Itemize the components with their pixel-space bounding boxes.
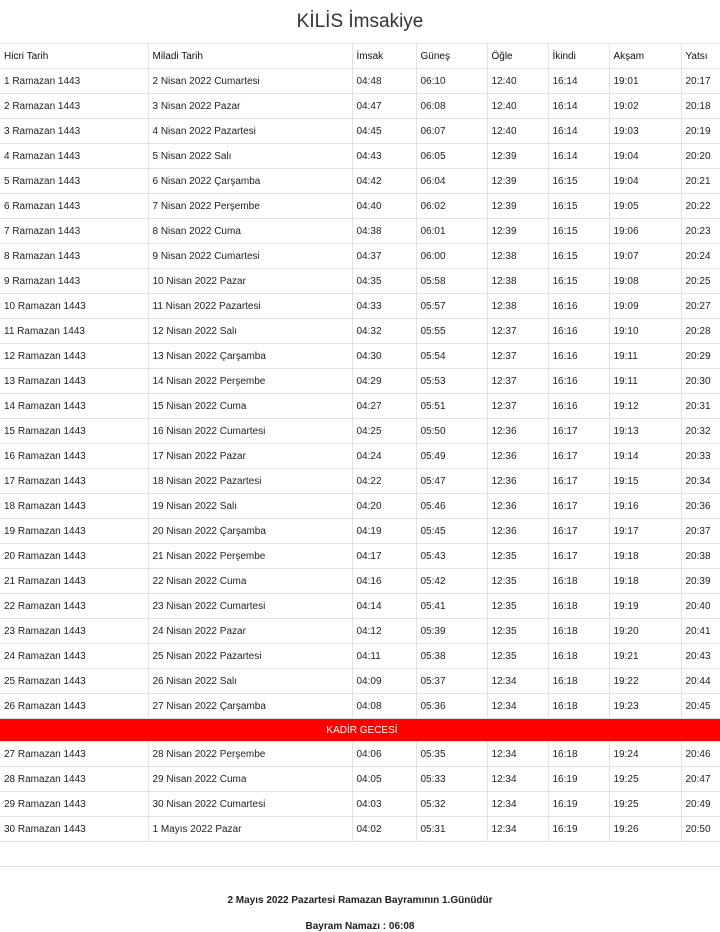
gunes-cell: 06:07 <box>416 119 487 144</box>
aksam-cell: 19:04 <box>609 144 681 169</box>
ogle-cell: 12:34 <box>487 817 548 842</box>
ogle-cell: 12:34 <box>487 767 548 792</box>
gunes-cell: 05:50 <box>416 419 487 444</box>
aksam-cell: 19:11 <box>609 369 681 394</box>
table-row <box>0 519 720 544</box>
hicri-tarih-cell: 15 Ramazan 1443 <box>0 419 148 444</box>
table-row <box>0 544 720 569</box>
table-row <box>0 669 720 694</box>
ogle-cell: 12:35 <box>487 619 548 644</box>
imsak-cell: 04:11 <box>352 644 416 669</box>
gunes-cell: 06:04 <box>416 169 487 194</box>
bayram-namazi: Bayram Namazı : 06:08 <box>305 921 415 932</box>
hicri-tarih-cell: 23 Ramazan 1443 <box>0 619 148 644</box>
ikindi-cell: 16:17 <box>548 519 609 544</box>
ogle-cell: 12:38 <box>487 244 548 269</box>
ogle-cell: 12:38 <box>487 294 548 319</box>
ikindi-cell: 16:16 <box>548 294 609 319</box>
table-row <box>0 319 720 344</box>
imsak-cell: 04:45 <box>352 119 416 144</box>
table-row <box>0 244 720 269</box>
table-row <box>0 294 720 319</box>
hicri-tarih-cell: 3 Ramazan 1443 <box>0 119 148 144</box>
hicri-tarih-cell: 8 Ramazan 1443 <box>0 244 148 269</box>
ogle-cell: 12:34 <box>487 742 548 767</box>
aksam-cell: 19:19 <box>609 594 681 619</box>
imsak-cell: 04:35 <box>352 269 416 294</box>
yatsi-cell: 20:18 <box>681 94 720 119</box>
ikindi-cell: 16:15 <box>548 219 609 244</box>
hicri-tarih-cell: 25 Ramazan 1443 <box>0 669 148 694</box>
miladi-tarih-cell: 21 Nisan 2022 Perşembe <box>148 544 352 569</box>
hicri-tarih-cell: 27 Ramazan 1443 <box>0 742 148 767</box>
miladi-tarih-cell: 23 Nisan 2022 Cumartesi <box>148 594 352 619</box>
aksam-cell: 19:22 <box>609 669 681 694</box>
hicri-tarih-cell: 5 Ramazan 1443 <box>0 169 148 194</box>
hicri-tarih-cell: 18 Ramazan 1443 <box>0 494 148 519</box>
yatsi-cell: 20:47 <box>681 767 720 792</box>
gunes-cell: 06:00 <box>416 244 487 269</box>
aksam-cell: 19:24 <box>609 742 681 767</box>
miladi-tarih-cell: 9 Nisan 2022 Cumartesi <box>148 244 352 269</box>
aksam-cell: 19:25 <box>609 792 681 817</box>
ogle-cell: 12:35 <box>487 569 548 594</box>
gunes-cell: 05:45 <box>416 519 487 544</box>
ikindi-cell: 16:17 <box>548 419 609 444</box>
aksam-cell: 19:10 <box>609 319 681 344</box>
miladi-tarih-cell: 1 Mayıs 2022 Pazar <box>148 817 352 842</box>
table-row <box>0 369 720 394</box>
ikindi-cell: 16:14 <box>548 69 609 94</box>
yatsi-cell: 20:44 <box>681 669 720 694</box>
hicri-tarih-cell: 16 Ramazan 1443 <box>0 444 148 469</box>
aksam-cell: 19:17 <box>609 519 681 544</box>
table-row <box>0 169 720 194</box>
miladi-tarih-cell: 5 Nisan 2022 Salı <box>148 144 352 169</box>
ogle-cell: 12:34 <box>487 694 548 719</box>
ikindi-cell: 16:15 <box>548 194 609 219</box>
ogle-cell: 12:39 <box>487 194 548 219</box>
miladi-tarih-cell: 14 Nisan 2022 Perşembe <box>148 369 352 394</box>
ogle-cell: 12:40 <box>487 69 548 94</box>
imsak-cell: 04:43 <box>352 144 416 169</box>
header-aksam: Akşam <box>609 44 681 69</box>
aksam-cell: 19:02 <box>609 94 681 119</box>
imsak-cell: 04:29 <box>352 369 416 394</box>
ogle-cell: 12:39 <box>487 144 548 169</box>
imsak-cell: 04:47 <box>352 94 416 119</box>
yatsi-cell: 20:30 <box>681 369 720 394</box>
yatsi-cell: 20:32 <box>681 419 720 444</box>
hicri-tarih-cell: 7 Ramazan 1443 <box>0 219 148 244</box>
gunes-cell: 05:39 <box>416 619 487 644</box>
imsak-cell: 04:02 <box>352 817 416 842</box>
aksam-cell: 19:04 <box>609 169 681 194</box>
miladi-tarih-cell: 22 Nisan 2022 Cuma <box>148 569 352 594</box>
imsak-cell: 04:48 <box>352 69 416 94</box>
hicri-tarih-cell: 19 Ramazan 1443 <box>0 519 148 544</box>
hicri-tarih-cell: 29 Ramazan 1443 <box>0 792 148 817</box>
aksam-cell: 19:01 <box>609 69 681 94</box>
gunes-cell: 05:46 <box>416 494 487 519</box>
ogle-cell: 12:40 <box>487 94 548 119</box>
ogle-cell: 12:35 <box>487 594 548 619</box>
imsak-cell: 04:17 <box>352 544 416 569</box>
yatsi-cell: 20:17 <box>681 69 720 94</box>
ikindi-cell: 16:18 <box>548 694 609 719</box>
imsak-cell: 04:24 <box>352 444 416 469</box>
miladi-tarih-cell: 16 Nisan 2022 Cumartesi <box>148 419 352 444</box>
aksam-cell: 19:12 <box>609 394 681 419</box>
table-row <box>0 344 720 369</box>
hicri-tarih-cell: 28 Ramazan 1443 <box>0 767 148 792</box>
ikindi-cell: 16:16 <box>548 319 609 344</box>
table-row <box>0 619 720 644</box>
table-row <box>0 767 720 792</box>
ikindi-cell: 16:17 <box>548 469 609 494</box>
header-ikindi: İkindi <box>548 44 609 69</box>
ikindi-cell: 16:15 <box>548 169 609 194</box>
miladi-tarih-cell: 18 Nisan 2022 Pazartesi <box>148 469 352 494</box>
hicri-tarih-cell: 30 Ramazan 1443 <box>0 817 148 842</box>
miladi-tarih-cell: 17 Nisan 2022 Pazar <box>148 444 352 469</box>
imsak-cell: 04:12 <box>352 619 416 644</box>
imsak-cell: 04:03 <box>352 792 416 817</box>
table-row <box>0 792 720 817</box>
miladi-tarih-cell: 6 Nisan 2022 Çarşamba <box>148 169 352 194</box>
gunes-cell: 05:35 <box>416 742 487 767</box>
miladi-tarih-cell: 25 Nisan 2022 Pazartesi <box>148 644 352 669</box>
table-row <box>0 269 720 294</box>
table-row <box>0 419 720 444</box>
ogle-cell: 12:34 <box>487 669 548 694</box>
gunes-cell: 05:51 <box>416 394 487 419</box>
yatsi-cell: 20:33 <box>681 444 720 469</box>
ogle-cell: 12:36 <box>487 444 548 469</box>
imsak-cell: 04:20 <box>352 494 416 519</box>
table-row <box>0 94 720 119</box>
miladi-tarih-cell: 7 Nisan 2022 Perşembe <box>148 194 352 219</box>
yatsi-cell: 20:29 <box>681 344 720 369</box>
imsak-cell: 04:30 <box>352 344 416 369</box>
hicri-tarih-cell: 11 Ramazan 1443 <box>0 319 148 344</box>
miladi-tarih-cell: 4 Nisan 2022 Pazartesi <box>148 119 352 144</box>
gunes-cell: 05:36 <box>416 694 487 719</box>
ogle-cell: 12:39 <box>487 169 548 194</box>
kadir-gecesi-section <box>0 719 720 742</box>
ogle-cell: 12:36 <box>487 469 548 494</box>
imsak-cell: 04:06 <box>352 742 416 767</box>
ikindi-cell: 16:14 <box>548 144 609 169</box>
page-title: KİLİS İmsakiye <box>296 11 424 32</box>
ogle-cell: 12:36 <box>487 419 548 444</box>
header-hicri-tarih: Hicri Tarih <box>0 44 148 69</box>
table-row <box>0 194 720 219</box>
ikindi-cell: 16:18 <box>548 669 609 694</box>
table-row <box>0 569 720 594</box>
ogle-cell: 12:38 <box>487 269 548 294</box>
hicri-tarih-cell: 13 Ramazan 1443 <box>0 369 148 394</box>
ikindi-cell: 16:15 <box>548 269 609 294</box>
yatsi-cell: 20:22 <box>681 194 720 219</box>
imsak-cell: 04:42 <box>352 169 416 194</box>
hicri-tarih-cell: 12 Ramazan 1443 <box>0 344 148 369</box>
hicri-tarih-cell: 6 Ramazan 1443 <box>0 194 148 219</box>
gunes-cell: 05:31 <box>416 817 487 842</box>
miladi-tarih-cell: 10 Nisan 2022 Pazar <box>148 269 352 294</box>
yatsi-cell: 20:43 <box>681 644 720 669</box>
yatsi-cell: 20:38 <box>681 544 720 569</box>
yatsi-cell: 20:28 <box>681 319 720 344</box>
yatsi-cell: 20:25 <box>681 269 720 294</box>
miladi-tarih-cell: 11 Nisan 2022 Pazartesi <box>148 294 352 319</box>
miladi-tarih-cell: 15 Nisan 2022 Cuma <box>148 394 352 419</box>
imsak-cell: 04:09 <box>352 669 416 694</box>
imsak-cell: 04:16 <box>352 569 416 594</box>
gunes-cell: 06:05 <box>416 144 487 169</box>
aksam-cell: 19:18 <box>609 569 681 594</box>
gunes-cell: 05:47 <box>416 469 487 494</box>
yatsi-cell: 20:39 <box>681 569 720 594</box>
ikindi-cell: 16:16 <box>548 369 609 394</box>
table-row <box>0 817 720 842</box>
imsak-cell: 04:33 <box>352 294 416 319</box>
gunes-cell: 05:38 <box>416 644 487 669</box>
hicri-tarih-cell: 17 Ramazan 1443 <box>0 469 148 494</box>
table-row <box>0 494 720 519</box>
hicri-tarih-cell: 21 Ramazan 1443 <box>0 569 148 594</box>
miladi-tarih-cell: 20 Nisan 2022 Çarşamba <box>148 519 352 544</box>
aksam-cell: 19:26 <box>609 817 681 842</box>
imsak-cell: 04:37 <box>352 244 416 269</box>
miladi-tarih-cell: 12 Nisan 2022 Salı <box>148 319 352 344</box>
ogle-cell: 12:35 <box>487 644 548 669</box>
aksam-cell: 19:25 <box>609 767 681 792</box>
gunes-cell: 05:37 <box>416 669 487 694</box>
hicri-tarih-cell: 1 Ramazan 1443 <box>0 69 148 94</box>
ikindi-cell: 16:14 <box>548 94 609 119</box>
aksam-cell: 19:09 <box>609 294 681 319</box>
table-row <box>0 144 720 169</box>
gunes-cell: 06:01 <box>416 219 487 244</box>
imsak-cell: 04:14 <box>352 594 416 619</box>
aksam-cell: 19:23 <box>609 694 681 719</box>
gunes-cell: 05:43 <box>416 544 487 569</box>
hicri-tarih-cell: 9 Ramazan 1443 <box>0 269 148 294</box>
miladi-tarih-cell: 28 Nisan 2022 Perşembe <box>148 742 352 767</box>
yatsi-cell: 20:46 <box>681 742 720 767</box>
ogle-cell: 12:39 <box>487 219 548 244</box>
header-ogle: Öğle <box>487 44 548 69</box>
miladi-tarih-cell: 29 Nisan 2022 Cuma <box>148 767 352 792</box>
yatsi-cell: 20:49 <box>681 792 720 817</box>
miladi-tarih-cell: 19 Nisan 2022 Salı <box>148 494 352 519</box>
aksam-cell: 19:14 <box>609 444 681 469</box>
table-row <box>0 469 720 494</box>
aksam-cell: 19:18 <box>609 544 681 569</box>
aksam-cell: 19:16 <box>609 494 681 519</box>
yatsi-cell: 20:21 <box>681 169 720 194</box>
hicri-tarih-cell: 14 Ramazan 1443 <box>0 394 148 419</box>
ogle-cell: 12:37 <box>487 344 548 369</box>
header-miladi-tarih: Miladi Tarih <box>148 44 352 69</box>
gunes-cell: 05:32 <box>416 792 487 817</box>
table-body-before <box>0 69 720 719</box>
aksam-cell: 19:20 <box>609 619 681 644</box>
header-imsak: İmsak <box>352 44 416 69</box>
table-row <box>0 594 720 619</box>
table-row <box>0 444 720 469</box>
gunes-cell: 05:42 <box>416 569 487 594</box>
yatsi-cell: 20:45 <box>681 694 720 719</box>
imsak-cell: 04:19 <box>352 519 416 544</box>
ogle-cell: 12:37 <box>487 394 548 419</box>
table-row <box>0 694 720 719</box>
table-body-after <box>0 742 720 842</box>
ikindi-cell: 16:17 <box>548 444 609 469</box>
imsak-cell: 04:25 <box>352 419 416 444</box>
ikindi-cell: 16:19 <box>548 817 609 842</box>
yatsi-cell: 20:34 <box>681 469 720 494</box>
ogle-cell: 12:36 <box>487 519 548 544</box>
imsak-cell: 04:08 <box>352 694 416 719</box>
ikindi-cell: 16:18 <box>548 742 609 767</box>
aksam-cell: 19:03 <box>609 119 681 144</box>
ikindi-cell: 16:17 <box>548 544 609 569</box>
ikindi-cell: 16:15 <box>548 244 609 269</box>
imsak-cell: 04:40 <box>352 194 416 219</box>
hicri-tarih-cell: 24 Ramazan 1443 <box>0 644 148 669</box>
yatsi-cell: 20:36 <box>681 494 720 519</box>
imsak-cell: 04:32 <box>352 319 416 344</box>
miladi-tarih-cell: 24 Nisan 2022 Pazar <box>148 619 352 644</box>
yatsi-cell: 20:20 <box>681 144 720 169</box>
ikindi-cell: 16:18 <box>548 619 609 644</box>
gunes-cell: 05:55 <box>416 319 487 344</box>
yatsi-cell: 20:37 <box>681 519 720 544</box>
ogle-cell: 12:36 <box>487 494 548 519</box>
kadir-gecesi-label: KADİR GECESİ <box>0 719 720 742</box>
table-row <box>0 69 720 94</box>
aksam-cell: 19:11 <box>609 344 681 369</box>
aksam-cell: 19:21 <box>609 644 681 669</box>
gunes-cell: 06:10 <box>416 69 487 94</box>
ikindi-cell: 16:16 <box>548 394 609 419</box>
aksam-cell: 19:15 <box>609 469 681 494</box>
miladi-tarih-cell: 27 Nisan 2022 Çarşamba <box>148 694 352 719</box>
gunes-cell: 05:54 <box>416 344 487 369</box>
ikindi-cell: 16:18 <box>548 569 609 594</box>
header-yatsi: Yatsı <box>681 44 720 69</box>
ikindi-cell: 16:16 <box>548 344 609 369</box>
ogle-cell: 12:35 <box>487 544 548 569</box>
ikindi-cell: 16:17 <box>548 494 609 519</box>
table-row <box>0 644 720 669</box>
ikindi-cell: 16:19 <box>548 767 609 792</box>
miladi-tarih-cell: 3 Nisan 2022 Pazar <box>148 94 352 119</box>
table-row <box>0 119 720 144</box>
gunes-cell: 05:41 <box>416 594 487 619</box>
miladi-tarih-cell: 2 Nisan 2022 Cumartesi <box>148 69 352 94</box>
hicri-tarih-cell: 26 Ramazan 1443 <box>0 694 148 719</box>
yatsi-cell: 20:41 <box>681 619 720 644</box>
gunes-cell: 05:33 <box>416 767 487 792</box>
gunes-cell: 06:08 <box>416 94 487 119</box>
gunes-cell: 06:02 <box>416 194 487 219</box>
aksam-cell: 19:13 <box>609 419 681 444</box>
ikindi-cell: 16:14 <box>548 119 609 144</box>
miladi-tarih-cell: 26 Nisan 2022 Salı <box>148 669 352 694</box>
ikindi-cell: 16:19 <box>548 792 609 817</box>
ogle-cell: 12:34 <box>487 792 548 817</box>
footer-divider <box>0 866 720 891</box>
yatsi-cell: 20:50 <box>681 817 720 842</box>
imsak-cell: 04:22 <box>352 469 416 494</box>
gunes-cell: 05:49 <box>416 444 487 469</box>
aksam-cell: 19:06 <box>609 219 681 244</box>
hicri-tarih-cell: 2 Ramazan 1443 <box>0 94 148 119</box>
ogle-cell: 12:40 <box>487 119 548 144</box>
ogle-cell: 12:37 <box>487 369 548 394</box>
hicri-tarih-cell: 22 Ramazan 1443 <box>0 594 148 619</box>
table-row <box>0 742 720 767</box>
hicri-tarih-cell: 10 Ramazan 1443 <box>0 294 148 319</box>
header-gunes: Güneş <box>416 44 487 69</box>
table-header-row <box>0 44 720 69</box>
miladi-tarih-cell: 30 Nisan 2022 Cumartesi <box>148 792 352 817</box>
aksam-cell: 19:08 <box>609 269 681 294</box>
yatsi-cell: 20:24 <box>681 244 720 269</box>
gunes-cell: 05:53 <box>416 369 487 394</box>
yatsi-cell: 20:31 <box>681 394 720 419</box>
yatsi-cell: 20:23 <box>681 219 720 244</box>
ogle-cell: 12:37 <box>487 319 548 344</box>
table-row <box>0 394 720 419</box>
hicri-tarih-cell: 4 Ramazan 1443 <box>0 144 148 169</box>
yatsi-cell: 20:27 <box>681 294 720 319</box>
aksam-cell: 19:05 <box>609 194 681 219</box>
ikindi-cell: 16:18 <box>548 594 609 619</box>
imsak-cell: 04:38 <box>352 219 416 244</box>
gunes-cell: 05:57 <box>416 294 487 319</box>
ikindi-cell: 16:18 <box>548 644 609 669</box>
hicri-tarih-cell: 20 Ramazan 1443 <box>0 544 148 569</box>
yatsi-cell: 20:40 <box>681 594 720 619</box>
imsakiye-table <box>0 43 720 842</box>
bayram-note: 2 Mayıs 2022 Pazartesi Ramazan Bayramının 1.Günüdür <box>227 895 493 906</box>
imsak-cell: 04:27 <box>352 394 416 419</box>
imsak-cell: 04:05 <box>352 767 416 792</box>
table-row <box>0 219 720 244</box>
yatsi-cell: 20:19 <box>681 119 720 144</box>
kadir-gecesi-row <box>0 719 720 742</box>
miladi-tarih-cell: 8 Nisan 2022 Cuma <box>148 219 352 244</box>
aksam-cell: 19:07 <box>609 244 681 269</box>
gunes-cell: 05:58 <box>416 269 487 294</box>
miladi-tarih-cell: 13 Nisan 2022 Çarşamba <box>148 344 352 369</box>
